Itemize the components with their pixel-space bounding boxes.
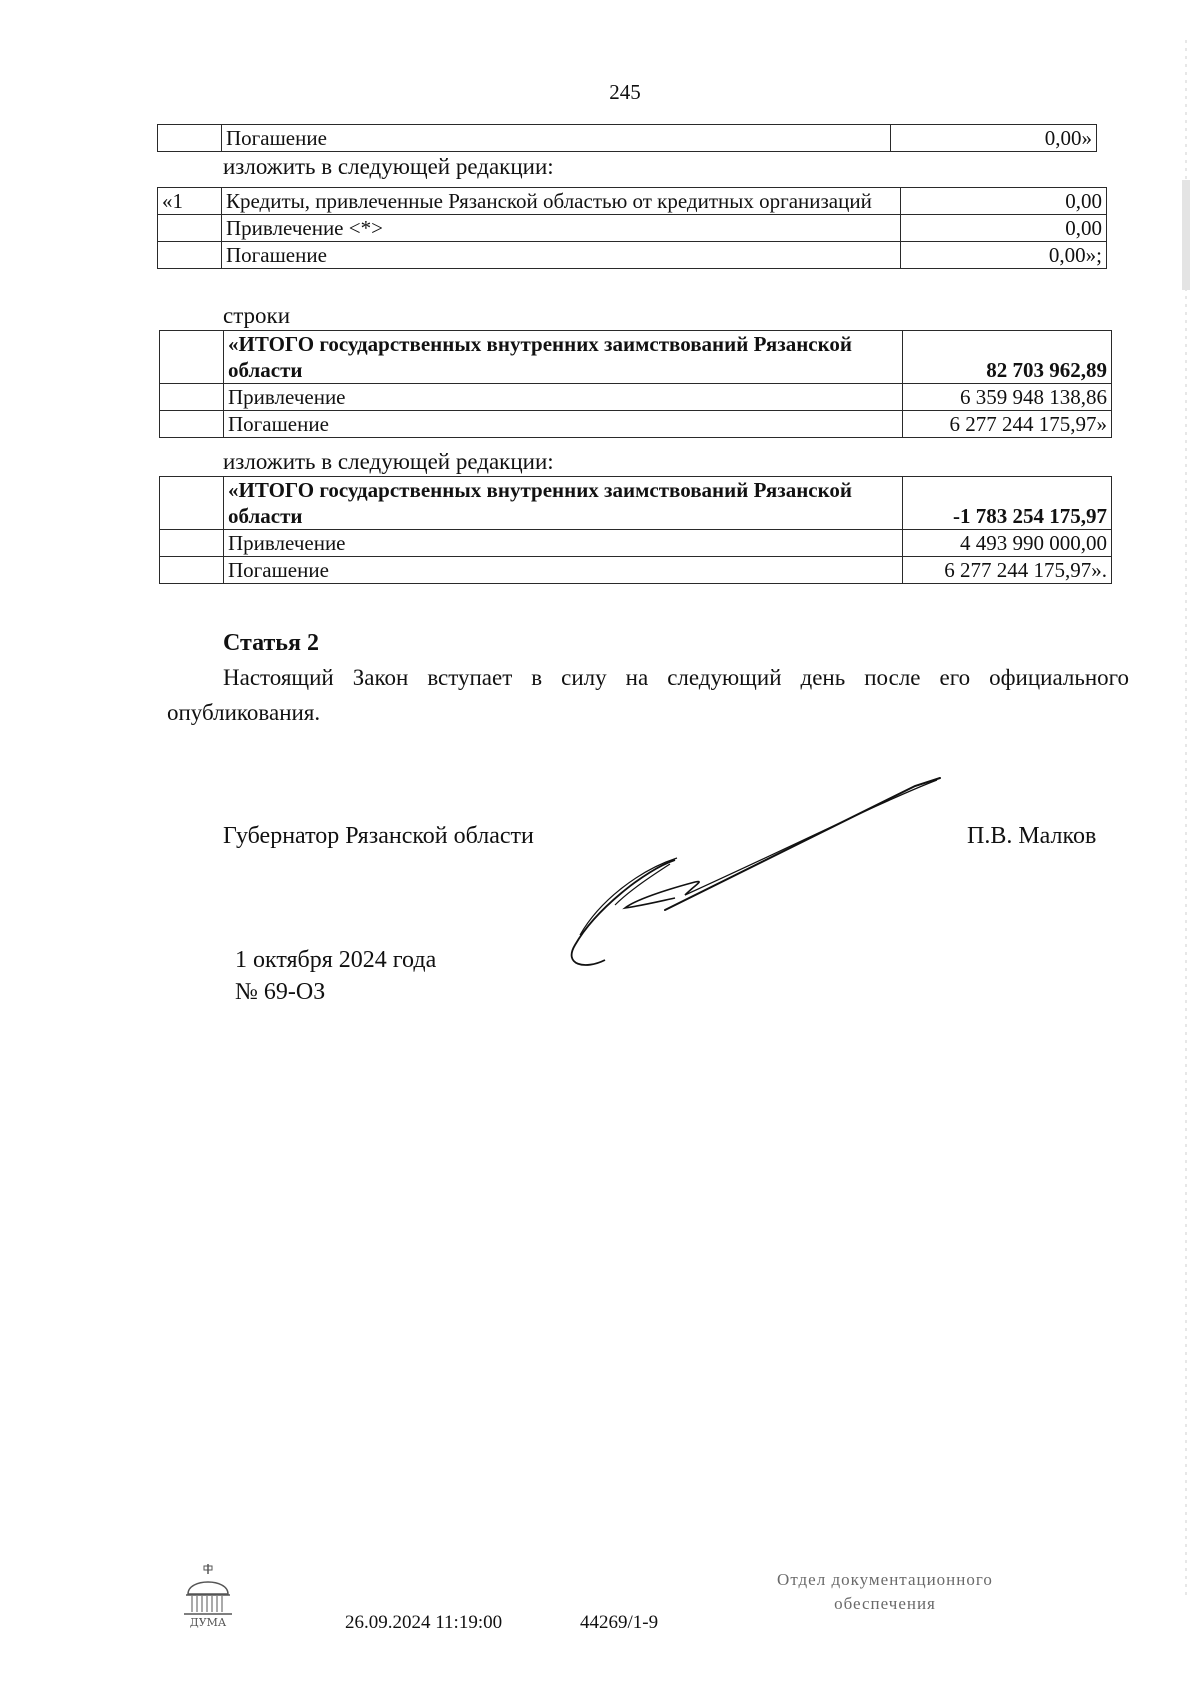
row-label: Привлечение (224, 530, 903, 557)
total-table-old (159, 330, 1112, 438)
intro-text-2: строки (223, 303, 291, 328)
row-number (158, 125, 222, 152)
signatory-name: П.В. Малков (967, 823, 1097, 849)
row-label: Погашение (222, 242, 901, 269)
row-label: Погашение (224, 411, 903, 438)
duma-logo-icon (178, 1560, 240, 1632)
table-row (158, 215, 1107, 242)
table-row (158, 125, 1097, 152)
signatory-title: Губернатор Рязанской области (223, 823, 534, 849)
handwritten-signature (545, 770, 955, 980)
top-table (157, 124, 1097, 152)
table-row (160, 557, 1112, 584)
row-amount: 0,00 (901, 188, 1107, 215)
row-number (160, 411, 224, 438)
law-number: № 69-ОЗ (235, 979, 326, 1005)
department-stamp-line1: Отдел документационного (777, 1570, 993, 1589)
intro-text-1: изложить в следующей редакции: (223, 154, 554, 179)
row-number (160, 384, 224, 411)
table-row (160, 411, 1112, 438)
table-row (160, 384, 1112, 411)
scan-margin-strip (1180, 40, 1194, 1600)
row-amount: 0,00 (901, 215, 1107, 242)
row-amount: 82 703 962,89 (903, 331, 1112, 384)
intro-text-3: изложить в следующей редакции: (223, 449, 554, 474)
credit-table (157, 187, 1107, 269)
row-amount: 0,00»; (901, 242, 1107, 269)
page-number: 245 (609, 80, 641, 104)
row-amount: 0,00» (891, 125, 1097, 152)
row-label: Привлечение <*> (222, 215, 901, 242)
department-stamp (740, 1568, 1030, 1616)
row-amount: -1 783 254 175,97 (903, 477, 1112, 530)
row-number (160, 530, 224, 557)
row-label: «ИТОГО государственных внутренних заимствований Рязанской области (224, 331, 903, 384)
row-label: Погашение (222, 125, 891, 152)
row-amount: 6 277 244 175,97». (903, 557, 1112, 584)
article-text: Настоящий Закон вступает в силу на следующий день после его официального опубликования. (167, 665, 1129, 725)
row-number (158, 242, 222, 269)
table-row (158, 188, 1107, 215)
row-amount: 4 493 990 000,00 (903, 530, 1112, 557)
row-label: Кредиты, привлеченные Рязанской областью от кредитных организаций (222, 188, 901, 215)
row-number (160, 477, 224, 530)
row-number (160, 331, 224, 384)
row-number (158, 215, 222, 242)
row-number: «1 (158, 188, 222, 215)
footer-doc-number: 44269/1-9 (580, 1612, 659, 1633)
table-row (158, 242, 1107, 269)
row-amount: 6 277 244 175,97» (903, 411, 1112, 438)
signing-date: 1 октября 2024 года (235, 947, 437, 973)
table-row (160, 530, 1112, 557)
table-row (160, 331, 1112, 384)
department-stamp-line2: обеспечения (834, 1594, 936, 1613)
footer-datetime: 26.09.2024 11:19:00 (345, 1612, 503, 1633)
row-label: Погашение (224, 557, 903, 584)
row-number (160, 557, 224, 584)
total-table-new (159, 476, 1112, 584)
article-title: Статья 2 (223, 630, 319, 656)
svg-text:ДУМА: ДУМА (189, 1616, 227, 1629)
row-label: Привлечение (224, 384, 903, 411)
table-row (160, 477, 1112, 530)
row-amount: 6 359 948 138,86 (903, 384, 1112, 411)
row-label: «ИТОГО государственных внутренних заимствований Рязанской области (224, 477, 903, 530)
